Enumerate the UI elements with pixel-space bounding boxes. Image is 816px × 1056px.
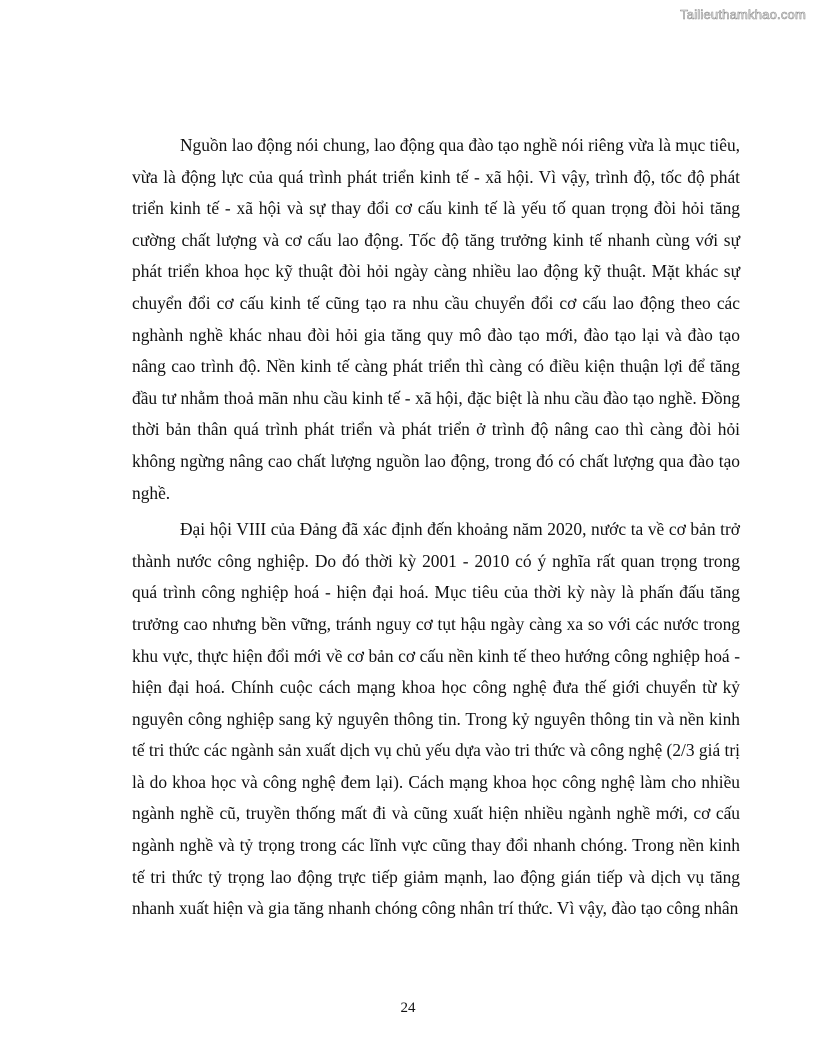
page-number: 24 [400,1000,416,1016]
watermark: Tailieuthamkhao.com [680,7,806,22]
paragraph-1: Nguồn lao động nói chung, lao động qua đào tạo nghề nói riêng vừa là mục tiêu, vừa là động lực của quá trình phát triển kinh tế - xã hội. Vì vậy, trình độ, tốc độ phát triển kinh tế - xã hội và sự thay đổi cơ cấu kinh tế là yếu tố quan trọng đòi hỏi tăng cường chất lượng và cơ cấu lao động. Tốc độ tăng trưởng kinh tế nhanh cùng với sự phát triển khoa học kỹ thuật đòi hỏi ngày càng nhiều lao động kỹ thuật. Mặt khác sự chuyển đổi cơ cấu kinh tế cũng tạo ra nhu cầu chuyển đổi cơ cấu lao động theo các nghành nghề khác nhau đòi hỏi gia tăng quy mô đào tạo mới, đào tạo lại và đào tạo nâng cao trình độ. Nền kinh tế càng phát triển thì càng có điều kiện thuận lợi để tăng đầu tư nhằm thoả mãn nhu cầu kinh tế - xã hội, đặc biệt là nhu cầu đào tạo nghề. Đồng thời bản thân quá trình phát triển và phát triển ở trình độ nâng cao thì càng đòi hỏi không ngừng nâng cao chất lượng nguồn lao động, trong đó có chất lượng qua đào tạo nghề. [132,135,741,503]
paragraph-2: Đại hội VIII của Đảng đã xác định đến khoảng năm 2020, nước ta về cơ bản trở thành nước công nghiệp. Do đó thời kỳ 2001 - 2010 có ý nghĩa rất quan trọng trong quá trình công nghiệp hoá - hiện đại hoá. Mục tiêu của thời kỳ này là phấn đấu tăng trưởng cao nhưng bền vững, tránh nguy cơ tụt hậu ngày càng xa so với các nước trong khu vực, thực hiện đổi mới về cơ bản cơ cấu nền kinh tế theo hướng công nghiệp hoá - hiện đại hoá. Chính cuộc cách mạng khoa học công nghệ đưa thế giới chuyển từ kỷ nguyên công nghiệp sang kỷ nguyên thông tin. Trong kỷ nguyên thông tin và nền kinh tế tri thức các ngành sản xuất dịch vụ chủ yếu dựa vào tri thức và công nghệ (2/3 giá trị là do khoa học và công nghệ đem lại). Cách mạng khoa học công nghệ làm cho nhiều ngành nghề cũ, truyền thống mất đi và cũng xuất hiện nhiều ngành nghề mới, cơ cấu ngành nghề và tỷ trọng trong các lĩnh vực cũng thay đổi nhanh chóng. Trong nền kinh tế tri thức tỷ trọng lao động trực tiếp giảm mạnh, lao động gián tiếp và dịch vụ tăng nhanh xuất hiện và gia tăng nhanh chóng công nhân trí thức. Vì vậy, đào tạo công nhân [132,519,740,919]
page-body [132,130,740,925]
